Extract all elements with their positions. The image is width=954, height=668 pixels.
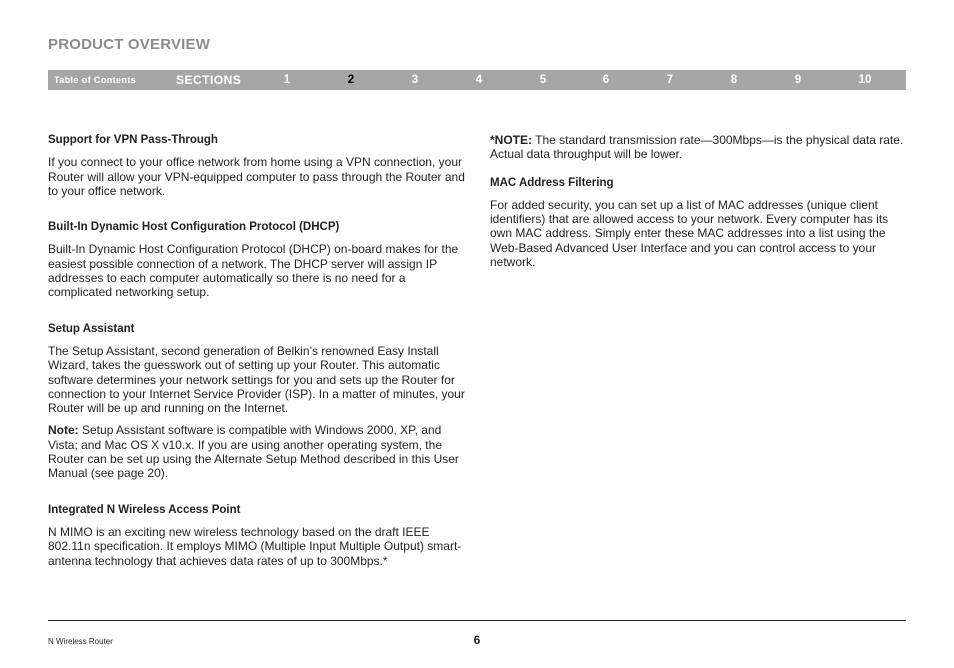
right-column [490,133,908,277]
section-link-10[interactable]: 10 [858,74,872,86]
vpn-body: If you connect to your office network from home using a VPN connection, your Router will allow your VPN-equipped computer to pass through the Router and to your office network. [48,155,465,198]
mac-filtering-body: For added security, you can set up a list of MAC addresses (unique client identifiers) that are allowed access to your network. Every computer has its own MAC address. Simply enter these MAC addresses into a list using the Web-Based Advanced User Interface and you can control access to your network. [490,197,889,270]
note-label: Note: [48,423,79,438]
setup-assistant-note [48,423,466,480]
section-link-1[interactable]: 1 [283,74,291,86]
section-link-9[interactable]: 9 [794,74,802,86]
footer-product-name: N Wireless Router [48,637,113,646]
section-link-4[interactable]: 4 [475,74,483,86]
vpn-heading: Support for VPN Pass-Through [48,134,218,146]
rate-note-text: The standard transmission rate—300Mbps—is the physical data rate. Actual data throughput will be lower. [490,133,904,162]
footer-divider [48,620,906,621]
section-link-6[interactable]: 6 [602,74,610,86]
section-nav-bar [48,70,906,90]
note-text: Setup Assistant software is compatible with Windows 2000, XP, and Vista; and Mac OS X v10.x. If you are using another operating system, the Router can be set up using the Alternate Setup Method described in this User Manual (see page 20). [48,423,459,481]
page-section-title: PRODUCT OVERVIEW [48,36,211,53]
setup-assistant-body: The Setup Assistant, second generation of Belkin’s renowned Easy Install Wizard, takes the guesswork out of setting up your Router. This automatic software determines your network settings for you and sets up the Router for connection to your Internet Service Provider (ISP). In a matter of minutes, your Router will be up and running on the Internet. [48,343,465,416]
wireless-access-point-heading: Integrated N Wireless Access Point [48,503,241,516]
section-link-7[interactable]: 7 [666,74,674,86]
left-column [48,133,466,576]
rate-note [490,133,908,162]
table-of-contents-link[interactable]: Table of Contents [54,75,137,85]
section-link-8[interactable]: 8 [730,74,738,86]
rate-note-label: *NOTE: [490,133,532,147]
wireless-access-point-body: N MIMO is an exciting new wireless technology based on the draft IEEE 802.11n specification. It employs MIMO (Multiple Input Multiple Output) smart-antenna technology that achieves data rates of up to 300Mbps.* [48,524,462,568]
section-link-2[interactable]: 2 [347,74,355,86]
section-link-3[interactable]: 3 [411,74,419,86]
setup-assistant-heading: Setup Assistant [48,322,135,335]
sections-label: SECTIONS [176,73,242,87]
mac-filtering-heading: MAC Address Filtering [490,176,614,189]
dhcp-heading: Built-In Dynamic Host Configuration Protocol (DHCP) [48,221,340,234]
dhcp-body: Built-In Dynamic Host Configuration Protocol (DHCP) on-board makes for the easiest possible connection of a network. The DHCP server will assign IP addresses to each computer automatically so there is no need for a complicated networking setup. [48,242,459,300]
section-link-5[interactable]: 5 [539,74,547,86]
page-number: 6 [473,633,481,647]
